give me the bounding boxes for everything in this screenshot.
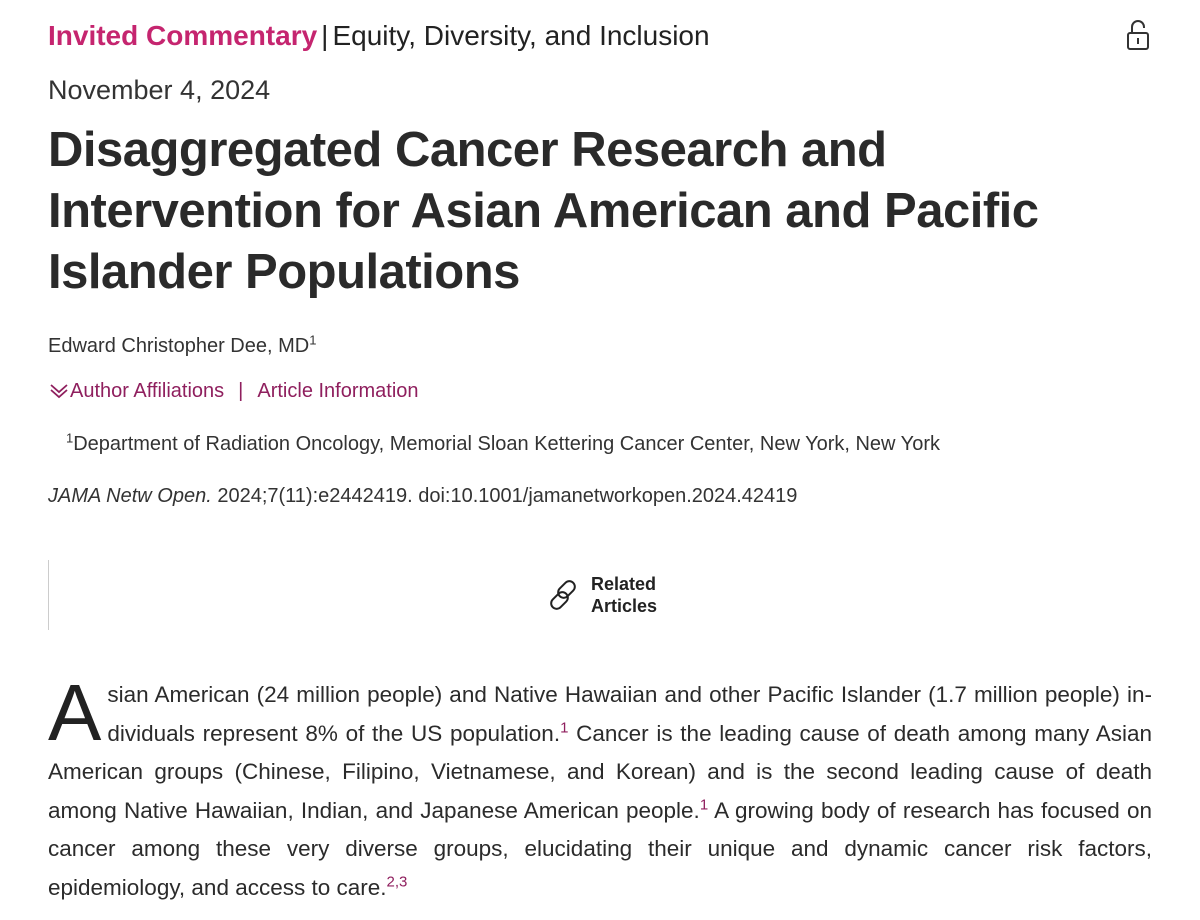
reference-link-1[interactable]: 1 xyxy=(560,719,569,736)
reference-link-2[interactable]: 1 xyxy=(699,796,709,813)
unlocked-padlock-icon[interactable] xyxy=(1124,18,1152,52)
reference-link-3[interactable]: 2,3 xyxy=(386,873,408,890)
chevron-double-down-icon xyxy=(48,379,70,395)
body-paragraph xyxy=(48,668,1152,907)
author-name[interactable]: Edward Christopher Dee, MD xyxy=(48,335,310,357)
related-articles-button[interactable] xyxy=(545,572,661,618)
article-toggles xyxy=(48,377,419,405)
body-segment-1: sian American (24 million people) and Native Hawaiian and other Pacific Islander (1.7 million people) individuals represent 8% of the US population. xyxy=(107,682,1152,746)
citation-line xyxy=(48,482,797,510)
author-affiliation-ref: 1 xyxy=(309,332,317,348)
affiliation-ref: 1 xyxy=(66,430,74,446)
affiliation-text: Department of Radiation Oncology, Memorial Sloan Kettering Cancer Center, New York, New York xyxy=(73,433,940,455)
affiliation-line xyxy=(66,430,940,458)
toggle-separator: | xyxy=(238,380,244,402)
drop-cap: A xyxy=(48,668,102,757)
article-header xyxy=(48,14,1152,58)
article-title: Disaggregated Cancer Research and Intervention for Asian American and Pacific Islander Populations xyxy=(48,123,1039,299)
related-articles-panel xyxy=(48,560,1153,630)
article-type-label[interactable]: Invited Commentary xyxy=(48,20,318,51)
related-articles-label: Related Articles xyxy=(591,574,658,616)
author-affiliations-toggle[interactable] xyxy=(48,380,224,402)
publication-date: November 4, 2024 xyxy=(48,75,271,105)
body-segment-2: Cancer is the leading cause of death among many Asian American groups (Chinese, Filipino, Vietnamese, and Korean) and is the second leading cause of death among Native Hawaiian, Indian, and Japanese American people. xyxy=(48,720,1152,823)
category-label[interactable]: Equity, Diversity, and Inclusion xyxy=(332,20,710,51)
citation-details: 2024;7(11):e2442419. doi:10.1001/jamanetworkopen.2024.42419 xyxy=(211,485,798,507)
header-separator: | xyxy=(321,20,329,51)
author-affiliations-label: Author Affiliations xyxy=(70,380,225,402)
body-segment-3: A growing body of research has focused on cancer among these very diverse groups, elucidating their unique and dynamic cancer risk factors, epidemiology, and access to care. xyxy=(48,797,1152,900)
citation-journal: JAMA Netw Open. xyxy=(48,485,212,507)
link-icon xyxy=(545,577,581,613)
author-line xyxy=(48,332,316,360)
article-information-link[interactable]: Article Information xyxy=(257,380,419,402)
